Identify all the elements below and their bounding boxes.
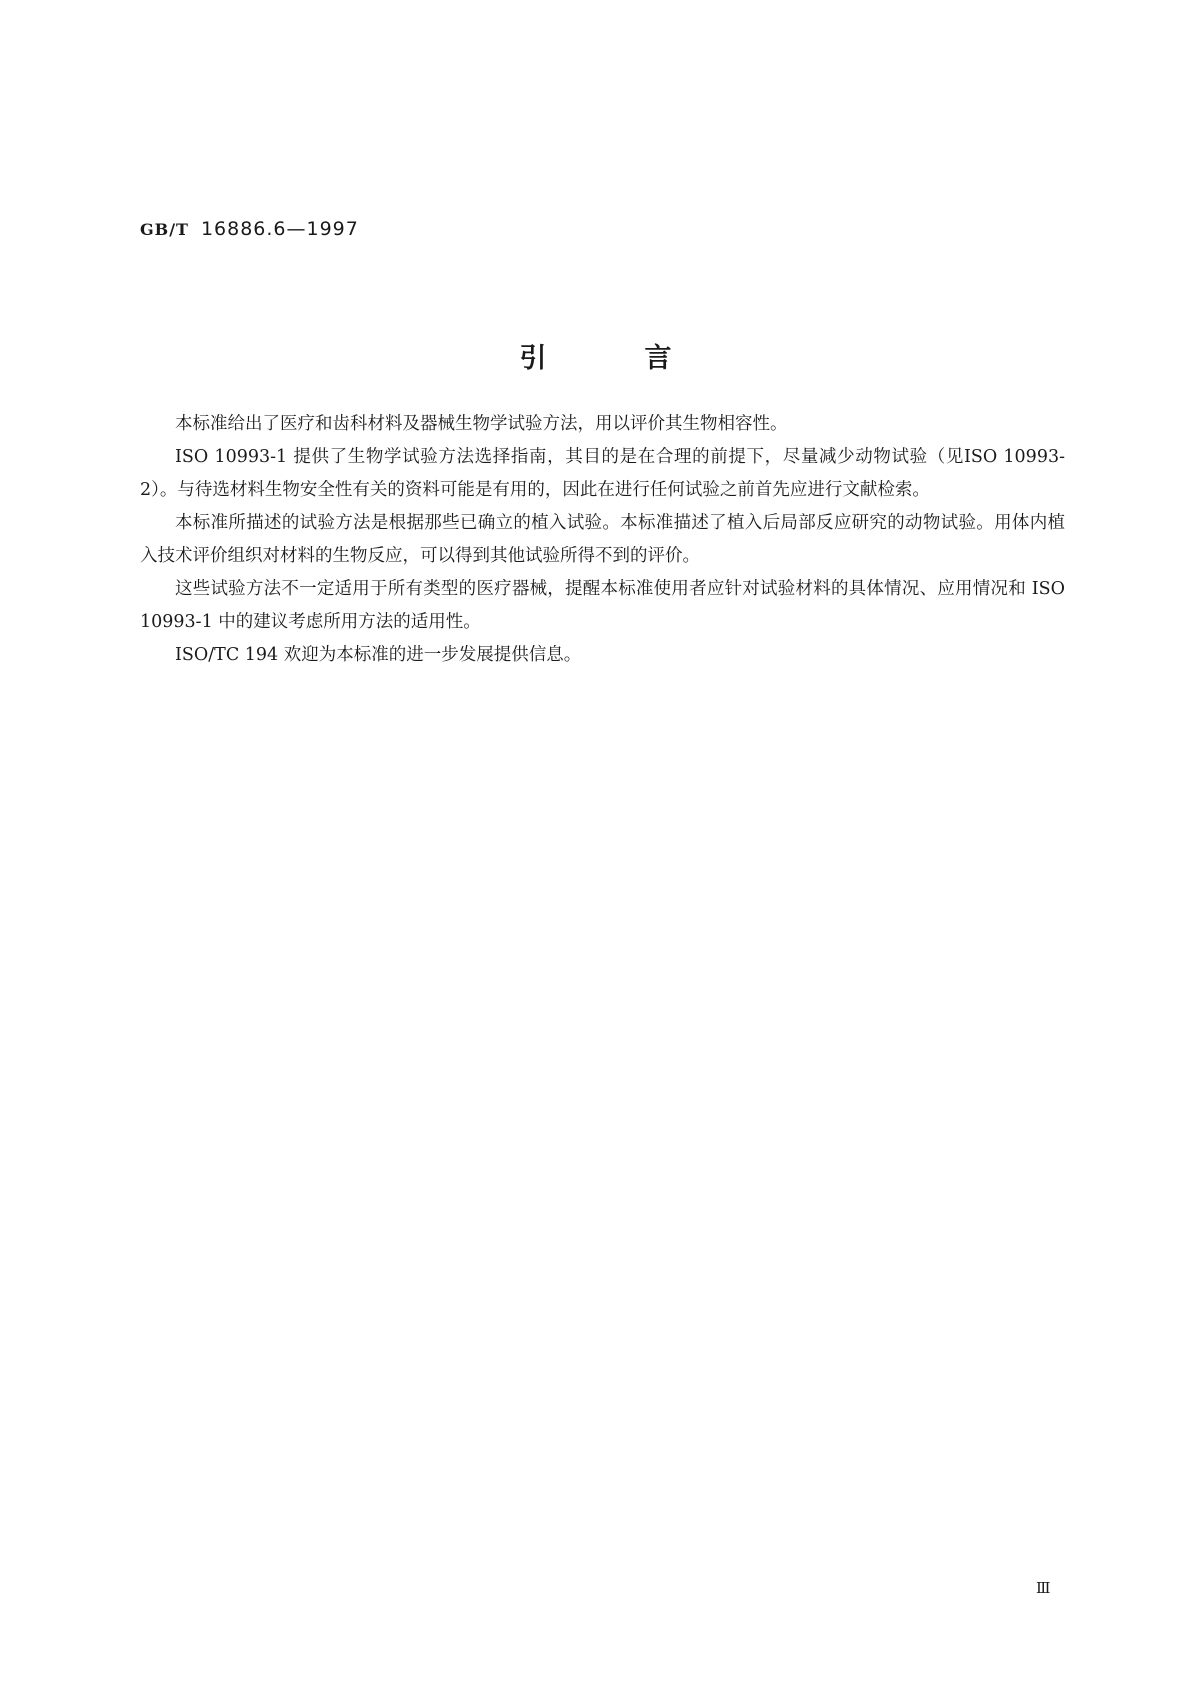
paragraph: 这些试验方法不一定适用于所有类型的医疗器械，提醒本标准使用者应针对试验材料的具体情况、应用情况和 ISO 10993-1 中的建议考虑所用方法的适用性。 (140, 579, 1065, 632)
section-title: 引言 (519, 343, 770, 374)
page-number: Ⅲ (1036, 1579, 1051, 1597)
standard-number: 16886.6—1997 (200, 218, 359, 240)
introduction-body (140, 408, 1065, 672)
paragraph: ISO 10993-1 提供了生物学试验方法选择指南，其目的是在合理的前提下，尽量减少动物试验（见ISO 10993-2）。与待选材料生物安全性有关的资料可能是有用的，因此在进行任何试验之前首先应进行文献检索。 (140, 447, 1065, 500)
paragraph: 本标准给出了医疗和齿科材料及器械生物学试验方法，用以评价其生物相容性。 (175, 414, 788, 434)
paragraph: ISO/TC 194 欢迎为本标准的进一步发展提供信息。 (175, 645, 582, 665)
standard-prefix: GB/T (140, 220, 189, 239)
standard-header (140, 218, 359, 240)
paragraph: 本标准所描述的试验方法是根据那些已确立的植入试验。本标准描述了植入后局部反应研究的动物试验。用体内植入技术评价组织对材料的生物反应，可以得到其他试验所得不到的评价。 (140, 513, 1065, 566)
